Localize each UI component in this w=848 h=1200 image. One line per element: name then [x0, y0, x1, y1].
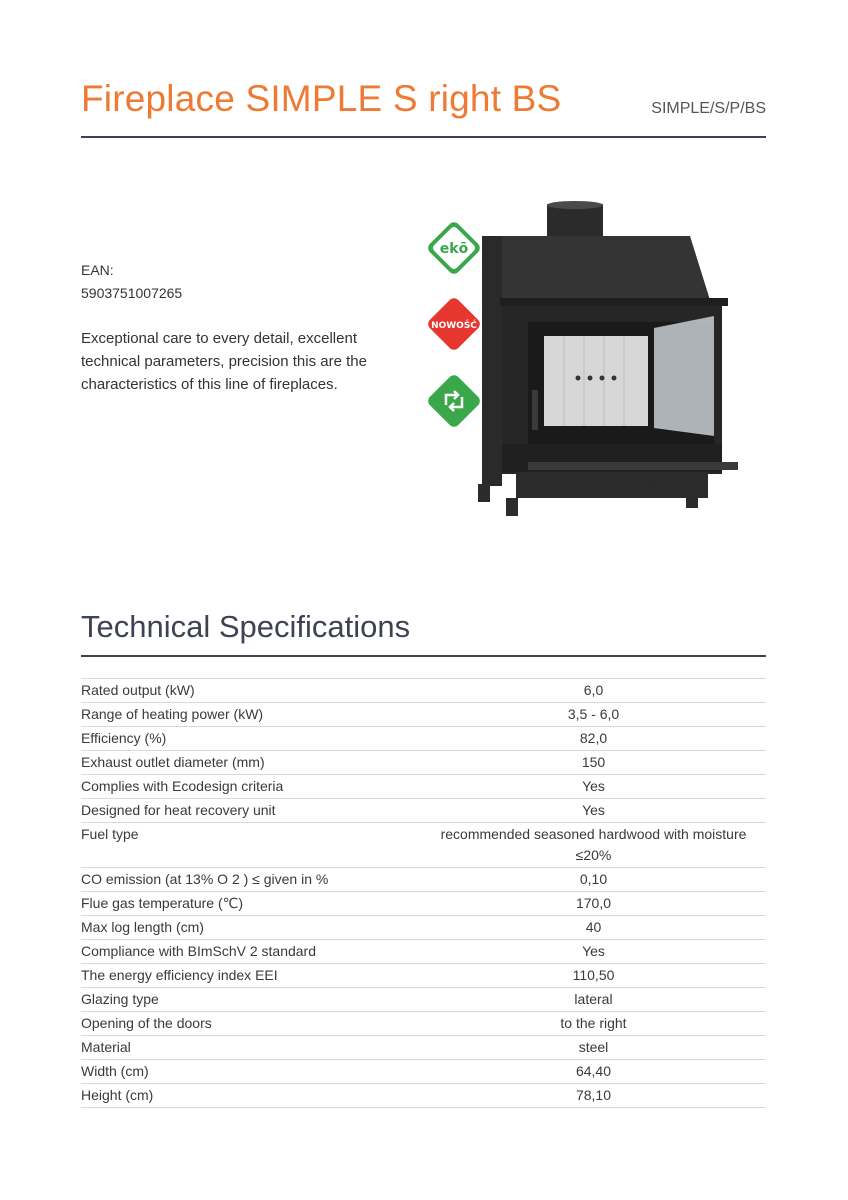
spec-row: [81, 964, 766, 988]
spec-label: CO emission (at 13% O 2 ) ≤ given in %: [81, 871, 329, 887]
recycle-badge-icon: [424, 371, 484, 431]
spec-label: Compliance with BImSchV 2 standard: [81, 943, 316, 959]
spec-label: Opening of the doors: [81, 1015, 212, 1031]
spec-label: Glazing type: [81, 991, 159, 1007]
spec-value: 82,0: [579, 730, 608, 746]
spec-label: Complies with Ecodesign criteria: [81, 778, 284, 794]
svg-text:ekō: ekō: [439, 241, 469, 257]
spec-row: [81, 940, 766, 964]
spec-value: 170,0: [575, 895, 612, 911]
spec-value: 110,50: [572, 967, 615, 983]
spec-label: The energy efficiency index EEI: [81, 967, 278, 983]
product-code: SIMPLE/S/P/BS: [651, 100, 766, 117]
ean-label: EAN:: [81, 262, 114, 278]
spec-value: Yes: [582, 778, 605, 794]
spec-row: [81, 823, 766, 868]
spec-row: [81, 1012, 766, 1036]
spec-row: [81, 868, 766, 892]
spec-value: 64,40: [575, 1063, 612, 1079]
nowosc-badge-icon: [424, 294, 484, 354]
spec-value: Yes: [582, 943, 605, 959]
specs-heading: [81, 609, 766, 657]
spec-row: [81, 703, 766, 727]
spec-value: lateral: [574, 991, 613, 1007]
spec-row: [81, 799, 766, 823]
spec-row: [81, 892, 766, 916]
spec-label: Exhaust outlet diameter (mm): [81, 754, 265, 770]
page-header: [81, 78, 766, 138]
product-description: Exceptional care to every detail, excellent technical parameters, precision this are the characteristics of this line of fireplaces.: [81, 330, 367, 393]
spec-row: [81, 1084, 766, 1108]
spec-value: 40: [585, 919, 602, 935]
spec-label: Max log length (cm): [81, 919, 204, 935]
spec-row: [81, 916, 766, 940]
spec-value: Yes: [582, 802, 605, 818]
spec-label: Fuel type: [81, 826, 139, 842]
spec-row: [81, 679, 766, 703]
spec-row: [81, 1060, 766, 1084]
spec-label: Designed for heat recovery unit: [81, 802, 276, 818]
page-title: Fireplace SIMPLE S right BS: [81, 78, 562, 119]
specs-table: [81, 678, 766, 1108]
spec-value: recommended seasoned hardwood with moisture ≤20%: [440, 826, 747, 863]
spec-label: Material: [81, 1039, 131, 1055]
spec-label: Height (cm): [81, 1087, 154, 1103]
spec-value: 150: [581, 754, 606, 770]
svg-text:NOWOŚĆ: NOWOŚĆ: [431, 321, 477, 331]
spec-label: Efficiency (%): [81, 730, 167, 746]
ean-value: 5903751007265: [81, 285, 183, 301]
spec-value: steel: [578, 1039, 609, 1055]
spec-value: 3,5 - 6,0: [567, 706, 620, 722]
spec-value: 78,10: [575, 1087, 612, 1103]
spec-row: [81, 988, 766, 1012]
spec-row: [81, 775, 766, 799]
eko-badge-icon: [424, 218, 484, 278]
spec-row: [81, 751, 766, 775]
spec-label: Flue gas temperature (℃): [81, 895, 244, 911]
spec-value: to the right: [560, 1015, 627, 1031]
spec-value: 0,10: [579, 871, 608, 887]
spec-value: 6,0: [583, 682, 604, 698]
spec-label: Width (cm): [81, 1063, 149, 1079]
spec-row: [81, 1036, 766, 1060]
spec-label: Range of heating power (kW): [81, 706, 264, 722]
spec-label: Rated output (kW): [81, 682, 195, 698]
specs-title: Technical Specifications: [81, 609, 411, 644]
product-image: [420, 200, 740, 530]
spec-row: [81, 727, 766, 751]
